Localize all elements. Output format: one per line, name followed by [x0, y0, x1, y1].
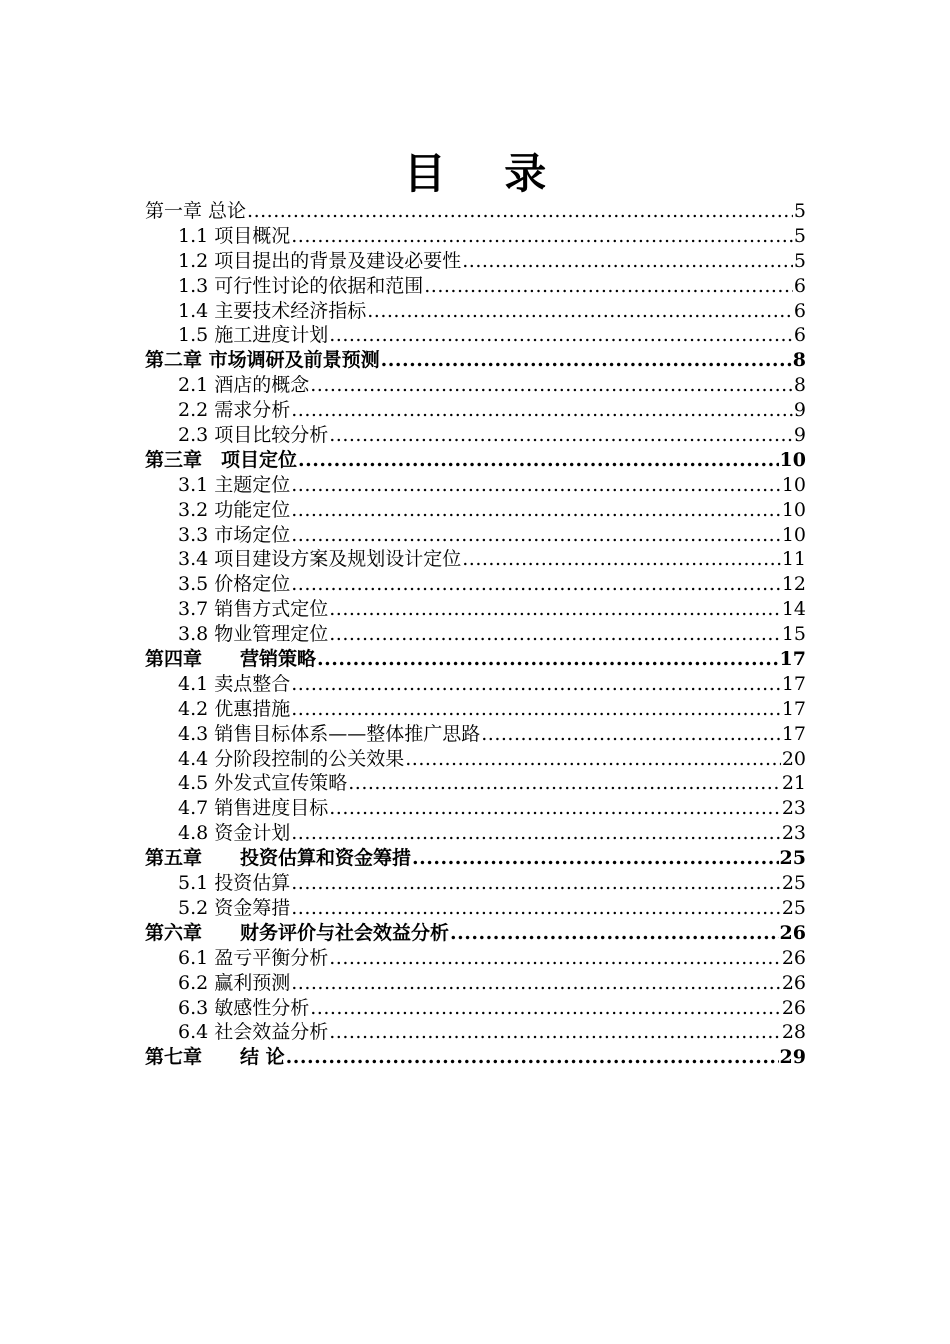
toc-entry-section-4-4[interactable] — [145, 747, 806, 772]
dot-leader — [329, 597, 781, 622]
toc-entry-section-4-5[interactable] — [145, 771, 806, 796]
toc-entry-chapter-3[interactable] — [145, 448, 806, 473]
toc-entry-page: 29 — [779, 1046, 806, 1069]
toc-entry-label: 4.4 分阶段控制的公关效果 — [178, 747, 405, 770]
dot-leader — [291, 697, 781, 722]
toc-entry-page: 17 — [779, 648, 806, 671]
toc-entry-page: 10 — [781, 523, 806, 546]
toc-entry-section-6-3[interactable] — [145, 996, 806, 1021]
toc-entry-label: 3.2 功能定位 — [178, 498, 291, 521]
dot-leader — [329, 1020, 781, 1045]
dot-leader — [329, 946, 781, 971]
dot-leader — [329, 796, 781, 821]
toc-entry-label: 3.5 价格定位 — [178, 573, 291, 596]
toc-entry-label: 3.4 项目建设方案及规划设计定位 — [178, 548, 462, 571]
toc-entry-label: 6.2 赢利预测 — [178, 971, 291, 994]
toc-entry-chapter-1[interactable] — [145, 199, 806, 224]
dot-leader — [450, 921, 779, 946]
dot-leader — [310, 996, 781, 1021]
toc-entry-section-1-5[interactable] — [145, 323, 806, 348]
toc-entry-section-3-1[interactable] — [145, 473, 806, 498]
dot-leader — [291, 971, 781, 996]
toc-title: 目 录 — [403, 149, 569, 198]
toc-entry-section-6-4[interactable] — [145, 1020, 806, 1045]
toc-entry-page: 8 — [792, 349, 806, 372]
dot-leader — [291, 572, 781, 597]
dot-leader — [348, 771, 781, 796]
toc-entry-label: 4.7 销售进度目标 — [178, 797, 329, 820]
toc-entry-page: 5 — [793, 224, 806, 247]
dot-leader — [367, 299, 793, 324]
toc-entry-section-3-8[interactable] — [145, 622, 806, 647]
toc-entry-section-2-3[interactable] — [145, 423, 806, 448]
dot-leader — [462, 249, 793, 274]
toc-entry-page: 25 — [779, 847, 806, 870]
toc-entry-page: 5 — [793, 200, 806, 222]
toc-entry-label: 4.8 资金计划 — [178, 822, 291, 845]
toc-entry-label: 4.2 优惠措施 — [178, 697, 291, 720]
dot-leader — [317, 647, 779, 672]
toc-entry-label: 3.7 销售方式定位 — [178, 598, 329, 621]
dot-leader — [291, 821, 781, 846]
toc-entry-page: 28 — [781, 1021, 806, 1044]
toc-entry-page: 26 — [781, 996, 806, 1019]
toc-entry-label: 6.4 社会效益分析 — [178, 1021, 329, 1044]
toc-entry-page: 25 — [781, 872, 806, 895]
toc-entry-label: 3.1 主题定位 — [178, 473, 291, 496]
dot-leader — [247, 199, 793, 224]
toc-entry-section-3-3[interactable] — [145, 523, 806, 548]
toc-entry-chapter-7[interactable] — [145, 1045, 806, 1070]
toc-entry-section-1-2[interactable] — [145, 249, 806, 274]
toc-entry-page: 20 — [781, 747, 806, 770]
toc-entry-chapter-2[interactable] — [145, 348, 806, 373]
dot-leader — [291, 498, 781, 523]
toc-entry-page: 6 — [793, 324, 806, 347]
toc-entry-label: 1.4 主要技术经济指标 — [178, 299, 367, 322]
toc-list — [145, 199, 806, 1070]
toc-entry-chapter-6[interactable] — [145, 921, 806, 946]
toc-entry-section-4-7[interactable] — [145, 796, 806, 821]
toc-entry-label: 第一章 总论 — [145, 200, 247, 222]
toc-entry-page: 23 — [781, 797, 806, 820]
toc-entry-page: 9 — [793, 424, 806, 447]
toc-entry-page: 5 — [793, 249, 806, 272]
toc-entry-section-3-4[interactable] — [145, 547, 806, 572]
toc-entry-chapter-4[interactable] — [145, 647, 806, 672]
dot-leader — [329, 423, 793, 448]
toc-entry-section-6-1[interactable] — [145, 946, 806, 971]
toc-entry-section-3-5[interactable] — [145, 572, 806, 597]
dot-leader — [291, 473, 781, 498]
toc-entry-label: 5.2 资金筹措 — [178, 896, 291, 919]
toc-entry-label: 1.3 可行性讨论的依据和范围 — [178, 274, 424, 297]
toc-entry-page: 23 — [781, 822, 806, 845]
dot-leader — [329, 622, 781, 647]
toc-entry-page: 10 — [779, 448, 806, 471]
dot-leader — [291, 896, 781, 921]
dot-leader — [291, 672, 781, 697]
toc-entry-section-1-4[interactable] — [145, 299, 806, 324]
toc-entry-page: 6 — [793, 274, 806, 297]
toc-entry-label: 第三章 项目定位 — [145, 448, 298, 471]
toc-entry-label: 第二章 市场调研及前景预测 — [145, 349, 380, 372]
dot-leader — [310, 373, 793, 398]
toc-entry-section-3-2[interactable] — [145, 498, 806, 523]
dot-leader — [329, 323, 793, 348]
toc-entry-section-3-7[interactable] — [145, 597, 806, 622]
toc-entry-label: 2.1 酒店的概念 — [178, 374, 310, 397]
toc-entry-label: 1.5 施工进度计划 — [178, 324, 329, 347]
toc-entry-label: 第五章 投资估算和资金筹措 — [145, 847, 412, 870]
dot-leader — [286, 1045, 779, 1070]
toc-entry-label: 1.1 项目概况 — [178, 224, 291, 247]
toc-entry-label: 5.1 投资估算 — [178, 872, 291, 895]
dot-leader — [462, 547, 781, 572]
toc-entry-page: 10 — [781, 473, 806, 496]
toc-entry-page: 10 — [781, 498, 806, 521]
toc-entry-section-4-2[interactable] — [145, 697, 806, 722]
toc-entry-label: 第七章 结 论 — [145, 1046, 285, 1069]
toc-entry-page: 17 — [781, 722, 806, 745]
toc-entry-page: 11 — [781, 548, 806, 571]
toc-entry-page: 8 — [793, 374, 806, 397]
dot-leader — [291, 523, 781, 548]
toc-entry-section-6-2[interactable] — [145, 971, 806, 996]
toc-entry-label: 6.3 敏感性分析 — [178, 996, 310, 1019]
dot-leader — [291, 224, 793, 249]
dot-leader — [481, 722, 781, 747]
dot-leader — [405, 747, 781, 772]
toc-entry-page: 17 — [781, 697, 806, 720]
toc-entry-label: 4.1 卖点整合 — [178, 672, 291, 695]
toc-entry-section-5-1[interactable] — [145, 871, 806, 896]
dot-leader — [298, 448, 779, 473]
toc-entry-section-5-2[interactable] — [145, 896, 806, 921]
toc-entry-label: 4.5 外发式宣传策略 — [178, 772, 348, 795]
toc-entry-label: 2.3 项目比较分析 — [178, 424, 329, 447]
toc-entry-page: 6 — [793, 299, 806, 322]
toc-entry-page: 9 — [793, 399, 806, 422]
toc-entry-section-4-8[interactable] — [145, 821, 806, 846]
toc-entry-section-1-3[interactable] — [145, 274, 806, 299]
toc-entry-page: 26 — [781, 946, 806, 969]
dot-leader — [412, 846, 779, 871]
toc-entry-label: 1.2 项目提出的背景及建设必要性 — [178, 249, 462, 272]
dot-leader — [291, 398, 793, 423]
toc-entry-page: 26 — [781, 971, 806, 994]
toc-entry-label: 第四章 营销策略 — [145, 648, 317, 671]
dot-leader — [381, 348, 792, 373]
toc-entry-label: 第六章 财务评价与社会效益分析 — [145, 921, 450, 944]
toc-entry-label: 3.8 物业管理定位 — [178, 623, 329, 646]
toc-entry-label: 3.3 市场定位 — [178, 523, 291, 546]
toc-entry-section-2-2[interactable] — [145, 398, 806, 423]
toc-entry-page: 15 — [781, 623, 806, 646]
toc-entry-chapter-5[interactable] — [145, 846, 806, 871]
toc-entry-page: 26 — [779, 921, 806, 944]
toc-entry-page: 21 — [781, 772, 806, 795]
toc-entry-page: 25 — [781, 896, 806, 919]
toc-entry-label: 2.2 需求分析 — [178, 399, 291, 422]
toc-entry-page: 12 — [781, 573, 806, 596]
dot-leader — [424, 274, 793, 299]
toc-entry-label: 6.1 盈亏平衡分析 — [178, 946, 329, 969]
toc-entry-section-2-1[interactable] — [145, 373, 806, 398]
toc-entry-section-4-3[interactable] — [145, 722, 806, 747]
toc-entry-page: 17 — [781, 672, 806, 695]
toc-entry-section-1-1[interactable] — [145, 224, 806, 249]
toc-entry-section-4-1[interactable] — [145, 672, 806, 697]
dot-leader — [291, 871, 781, 896]
toc-entry-page: 14 — [781, 598, 806, 621]
toc-entry-label: 4.3 销售目标体系——整体推广思路 — [178, 722, 481, 745]
